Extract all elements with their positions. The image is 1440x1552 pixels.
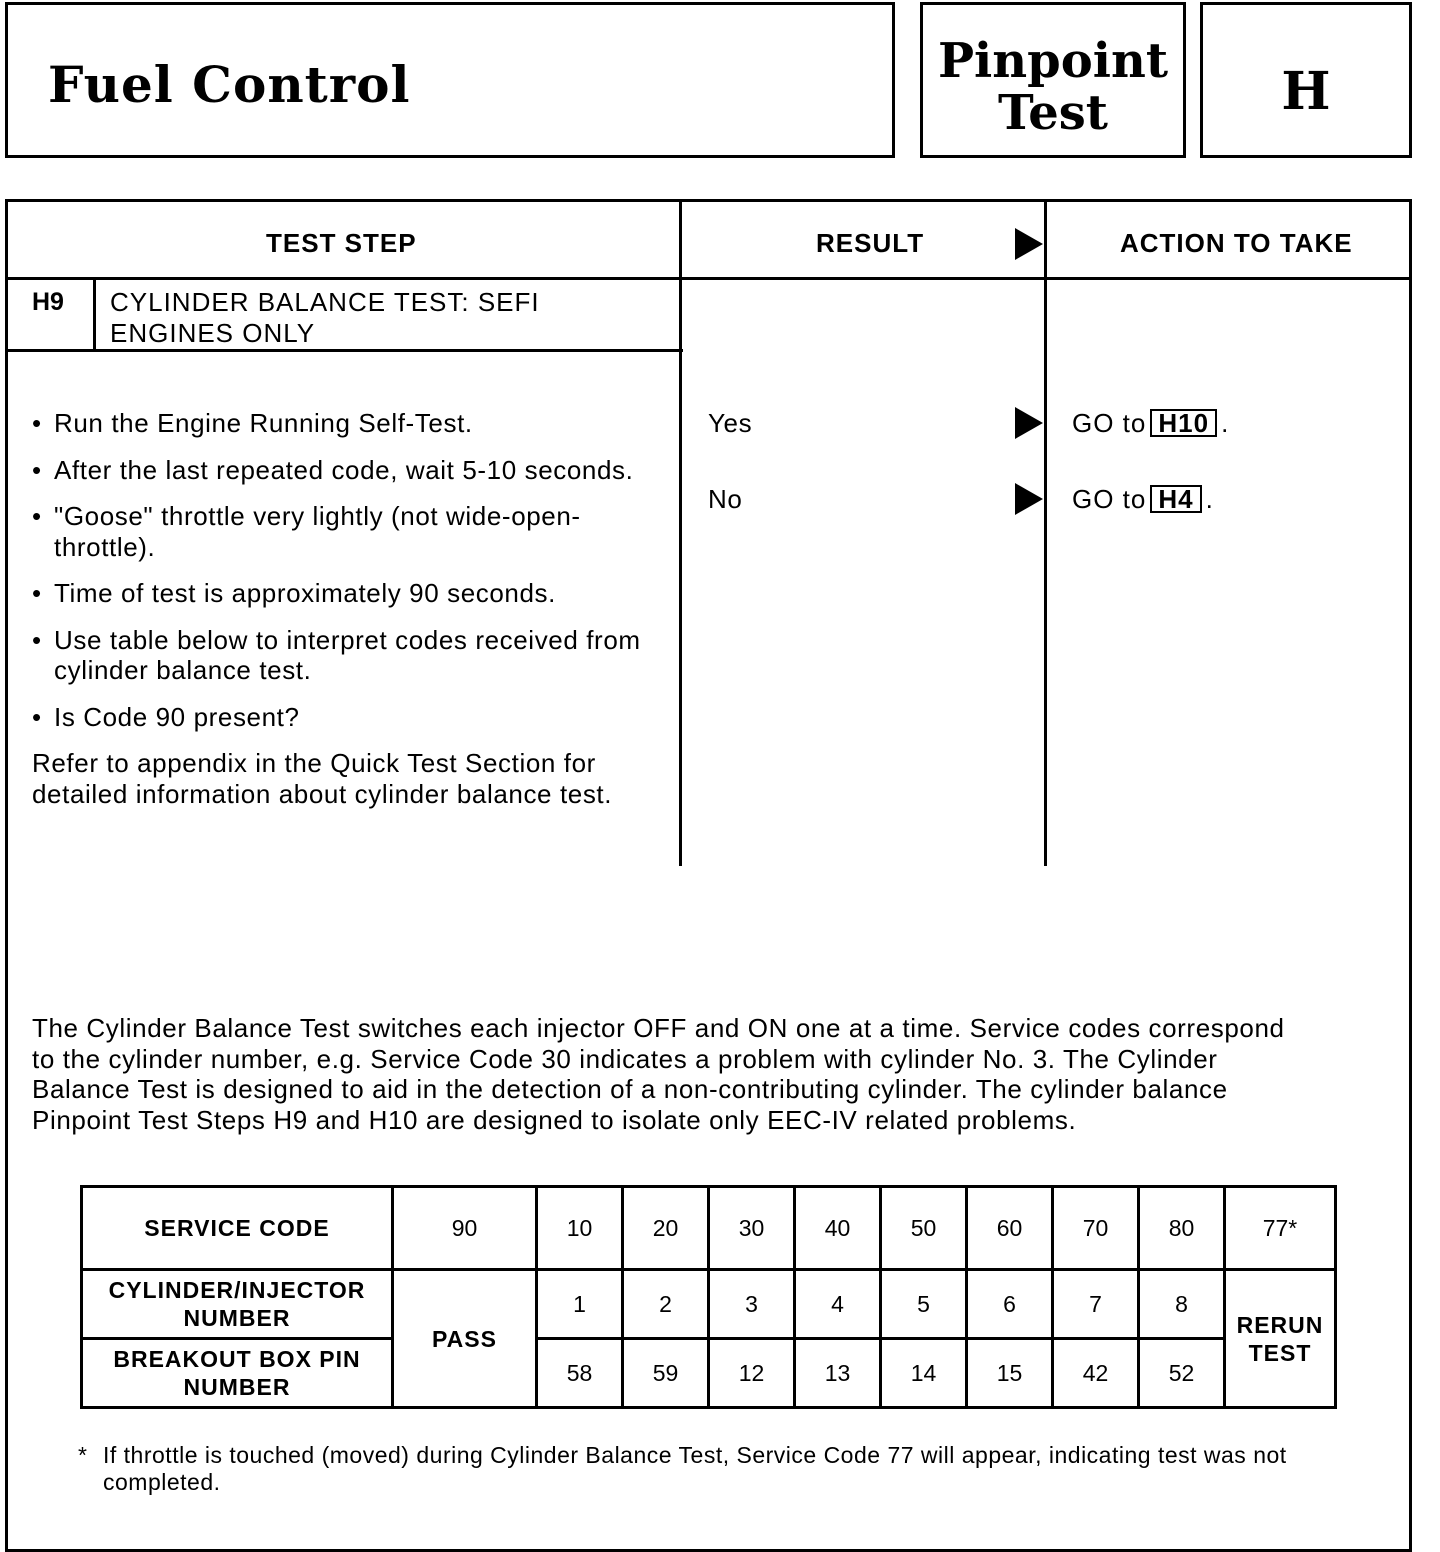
- table-cell: 60: [967, 1187, 1053, 1270]
- step-title-divider: [5, 349, 683, 352]
- action-text: GO to: [1072, 484, 1147, 514]
- table-cell: 59: [623, 1339, 709, 1408]
- instruction-item: • Is Code 90 present?: [32, 702, 642, 733]
- instruction-item: • After the last repeated code, wait 5-10 seconds.: [32, 455, 642, 486]
- action-no: [1072, 484, 1214, 515]
- action-column-divider: [1044, 199, 1047, 866]
- row-label: CYLINDER/INJECTOR NUMBER: [82, 1270, 393, 1339]
- instruction-item: • Run the Engine Running Self-Test.: [32, 408, 642, 439]
- table-cell: 90: [393, 1187, 537, 1270]
- result-header: RESULT: [816, 228, 925, 258]
- action-yes: [1072, 408, 1229, 439]
- result-yes: Yes: [708, 408, 753, 438]
- step-id-divider: [93, 277, 96, 350]
- action-punct: .: [1205, 484, 1214, 514]
- table-cell: 3: [709, 1270, 795, 1339]
- table-cell: 15: [967, 1339, 1053, 1408]
- test-letter: H: [1281, 61, 1331, 122]
- table-cell: 30: [709, 1187, 795, 1270]
- arrow-right-icon: [1015, 407, 1043, 439]
- result-column-divider: [679, 199, 682, 866]
- step-reference-link[interactable]: H4: [1150, 485, 1201, 513]
- row-label: BREAKOUT BOX PIN NUMBER: [82, 1339, 393, 1408]
- table-row: [82, 1270, 1336, 1339]
- table-cell: 52: [1139, 1339, 1225, 1408]
- table-cell: 80: [1139, 1187, 1225, 1270]
- test-letter-box: [1200, 2, 1412, 158]
- footnote: [78, 1442, 1328, 1496]
- table-cell: 20: [623, 1187, 709, 1270]
- table-cell: 5: [881, 1270, 967, 1339]
- appendix-note: Refer to appendix in the Quick Test Section for detailed information about cylinder balance test.: [32, 748, 613, 809]
- table-cell: 58: [537, 1339, 623, 1408]
- table-cell: 14: [881, 1339, 967, 1408]
- table-cell: 6: [967, 1270, 1053, 1339]
- title-box: [5, 2, 895, 158]
- header-divider: [5, 277, 1412, 280]
- table-cell: 70: [1053, 1187, 1139, 1270]
- cylinder-balance-description: The Cylinder Balance Test switches each injector OFF and ON one at a time. Service codes correspond to the cylinder number, e.g. Service Code 30 indicates a problem with cylinder No. 3. The Cylinder Balance Test is designed to aid in the detection of a non-contributing cylinder. The cylinder balance Pinpoint Test Steps H9 and H10 are designed to isolate only EEC-IV related problems.: [32, 1013, 1285, 1135]
- step-title: CYLINDER BALANCE TEST: SEFI ENGINES ONLY: [110, 287, 540, 348]
- table-row: [82, 1339, 1336, 1408]
- step-reference-link[interactable]: H10: [1150, 409, 1217, 437]
- table-cell: 2: [623, 1270, 709, 1339]
- step-instructions: [32, 408, 642, 809]
- table-cell: 77*: [1225, 1187, 1336, 1270]
- action-header: ACTION TO TAKE: [1120, 228, 1353, 258]
- action-punct: .: [1221, 408, 1230, 438]
- pinpoint-test-box: [920, 2, 1186, 158]
- step-id: H9: [32, 288, 64, 316]
- table-cell: 13: [795, 1339, 881, 1408]
- result-no: No: [708, 484, 743, 514]
- table-cell: 4: [795, 1270, 881, 1339]
- table-cell: 1: [537, 1270, 623, 1339]
- table-cell: 8: [1139, 1270, 1225, 1339]
- table-cell: 7: [1053, 1270, 1139, 1339]
- arrow-right-icon: [1015, 483, 1043, 515]
- service-code-table: [80, 1185, 1337, 1409]
- action-text: GO to: [1072, 408, 1147, 438]
- table-row: [82, 1187, 1336, 1270]
- pass-cell: PASS: [393, 1270, 537, 1408]
- instruction-item: • Use table below to interpret codes received from cylinder balance test.: [32, 625, 642, 686]
- instruction-item: • Time of test is approximately 90 seconds.: [32, 578, 642, 609]
- table-cell: 10: [537, 1187, 623, 1270]
- test-step-header: TEST STEP: [266, 228, 417, 258]
- table-cell: 40: [795, 1187, 881, 1270]
- page-title: Fuel Control: [48, 55, 411, 114]
- instruction-item: • "Goose" throttle very lightly (not wide-open-throttle).: [32, 501, 642, 562]
- rerun-cell: RERUN TEST: [1225, 1270, 1336, 1408]
- pinpoint-test-label: Pinpoint Test: [937, 33, 1169, 141]
- footnote-marker: *: [78, 1442, 88, 1468]
- arrow-right-icon: [1015, 228, 1043, 260]
- table-cell: 12: [709, 1339, 795, 1408]
- row-label: SERVICE CODE: [82, 1187, 393, 1270]
- table-cell: 42: [1053, 1339, 1139, 1408]
- table-cell: 50: [881, 1187, 967, 1270]
- footnote-text: If throttle is touched (moved) during Cylinder Balance Test, Service Code 77 will appear, indicating test was not completed.: [103, 1442, 1287, 1495]
